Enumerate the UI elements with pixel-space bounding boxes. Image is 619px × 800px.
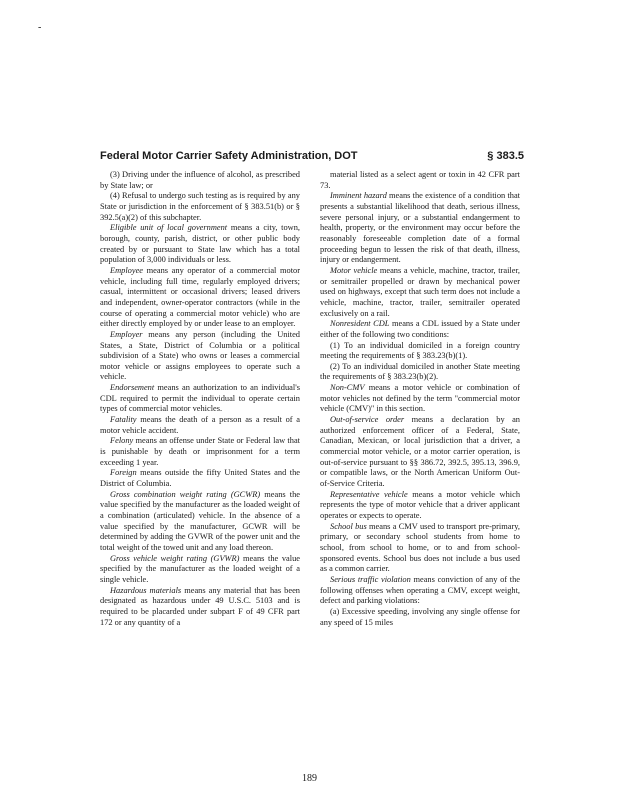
paragraph-text: (1) To an individual domiciled in a foreign country meeting the requirements of § 383.23(b)(1).	[320, 340, 520, 361]
paragraph-text: means any operator of a commercial motor vehicle, including full time, regularly employed drivers; casual, intermittent or occasional drivers; leased drivers and independent, owner-operator contractors (while in the course of operating a commercial motor vehicle) who are either directly employed by or under lease to an employer.	[100, 265, 300, 329]
paragraph	[100, 468, 300, 489]
paragraph	[100, 415, 300, 436]
paragraph	[100, 436, 300, 468]
paragraph-text: means an authorization to an individual's CDL required to permit the individual to operate certain types of commercial motor vehicles.	[100, 383, 300, 414]
paragraph-text: means an offense under State or Federal law that is punishable by death or imprisonment for a term exceeding 1 year.	[100, 436, 300, 467]
paragraph-text: means the value specified by the manufacturer as the loaded weight of a single vehicle.	[100, 553, 300, 584]
defined-term: Nonresident CDL	[330, 319, 390, 329]
paragraph-text: means a declaration by an authorized enforcement officer of a Federal, State, Canadian, Mexican, or local jurisdiction that a driver, a commercial motor vehicle, or a motor carrier operation, is out-of-service pursuant to §§ 386.72, 392.5, 395.13, 396.9, or compatible laws, or the North American Uniform Out-of-Service Criteria.	[320, 415, 520, 489]
paragraph-text: means the value specified by the manufacturer as the loaded weight of a combination (articulated) vehicle. In the absence of a value specified by the manufacturer, GCWR will be determined by adding the GVWR of the power unit and the total weight of the towed unit and any load thereon.	[100, 489, 300, 552]
defined-term: Out-of-service order	[330, 415, 405, 425]
paragraph-text: means a vehicle, machine, tractor, trailer, or semitrailer propelled or drawn by mechanical power used on highways, except that such term does not include a vehicle, machine, tractor, trailer, semitrailer operated exclusively on a rail.	[320, 265, 520, 318]
paragraph-text: (2) To an individual domiciled in another State meeting the requirements of § 383.23(b)(2).	[320, 361, 520, 382]
paragraph-text: means a CMV used to transport pre-primary, primary, or secondary school students from home to school, from school to home, or to and from school-sponsored events. School bus does not include a bus used as a common carrier.	[320, 521, 520, 574]
paragraph-text: means any material that has been designated as hazardous under 49 U.S.C. 5103 and is required to be placarded under subpart F of 49 CFR part 172 or any quantity of a	[100, 585, 300, 627]
paragraph-text: (3) Driving under the influence of alcohol, as prescribed by State law; or	[100, 170, 300, 190]
defined-term: Motor vehicle	[330, 265, 378, 275]
paragraph	[100, 330, 300, 383]
defined-term: Employer	[110, 329, 143, 339]
paragraph-text: means the death of a person as a result of a motor vehicle accident.	[100, 415, 300, 435]
defined-term: Representative vehicle	[330, 489, 408, 499]
paragraph-text: means a motor vehicle or combination of motor vehicles not defined by the term "commercial motor vehicle (CMV)" in this section.	[320, 383, 520, 414]
defined-term: Fatality	[110, 415, 137, 425]
paragraph	[320, 362, 520, 383]
paragraph-text: means a CDL issued by a State under either of the following two conditions:	[320, 319, 520, 339]
header-agency-title: Federal Motor Carrier Safety Administration, DOT	[100, 150, 358, 162]
paragraph-text: means outside the fifty United States and the District of Columbia.	[100, 468, 300, 489]
paragraph-text: means the existence of a condition that presents a substantial likelihood that death, serious illness, severe personal injury, or a substantial endangerment to health, property, or the environment may occur before the reasonably foreseeable completion date of a formal proceeding begun to lessen the risk of that death, illness, injury or endangerment.	[320, 191, 520, 265]
running-header	[100, 150, 524, 164]
paragraph	[320, 266, 520, 319]
paragraph	[320, 522, 520, 575]
paragraph-text: means a city, town, borough, county, parish, district, or other public body created by or pursuant to State law which has a total population of 3,000 individuals or less.	[100, 223, 300, 265]
paragraph	[100, 266, 300, 330]
paragraph	[100, 223, 300, 266]
paragraph	[100, 586, 300, 629]
paragraph	[320, 383, 520, 415]
paragraph	[100, 170, 300, 191]
paragraph	[320, 341, 520, 362]
paragraph	[100, 554, 300, 586]
paragraph	[320, 191, 520, 266]
paragraph	[320, 575, 520, 607]
defined-term: Gross vehicle weight rating (GVWR)	[110, 553, 240, 563]
paragraph	[320, 170, 520, 191]
header-section-number: § 383.5	[487, 150, 524, 162]
paragraph-text: (a) Excessive speeding, involving any single offense for any speed of 15 miles	[320, 606, 520, 627]
paragraph-text: means any person (including the United States, a State, District of Columbia or a political subdivision of a State) who owns or leases a commercial motor vehicle or assigns employees to operate such a vehicle.	[100, 329, 300, 382]
paragraph	[100, 191, 300, 223]
paragraph	[320, 607, 520, 628]
defined-term: Gross combination weight rating (GCWR)	[110, 489, 261, 499]
defined-term: Employee	[110, 265, 144, 275]
defined-term: School bus	[330, 521, 367, 531]
paragraph-text: means conviction of any of the following offenses when operating a CMV, except weight, defect and parking violations:	[320, 574, 520, 606]
paragraph-text: material listed as a select agent or toxin in 42 CFR part 73.	[320, 170, 520, 190]
left-text-column	[100, 170, 300, 762]
defined-term: Hazardous materials	[110, 585, 182, 595]
paragraph-text: (4) Refusal to undergo such testing as is required by any State or jurisdiction in the enforcement of § 383.51(b) or § 392.5(a)(2) of this subchapter.	[100, 191, 300, 222]
defined-term: Endorsement	[110, 383, 155, 393]
paragraph	[320, 415, 520, 490]
paragraph	[100, 383, 300, 415]
defined-term: Foreign	[110, 468, 137, 478]
defined-term: Eligible unit of local government	[110, 223, 228, 233]
defined-term: Felony	[110, 436, 134, 446]
paragraph	[100, 490, 300, 554]
defined-term: Imminent hazard	[330, 191, 387, 201]
corner-mark: ‑	[38, 22, 42, 33]
right-text-column	[320, 170, 520, 762]
paragraph	[320, 490, 520, 522]
paragraph	[320, 319, 520, 340]
defined-term: Serious traffic violation	[330, 574, 411, 584]
page-number: 189	[302, 773, 317, 784]
paragraph-text: means a motor vehicle which represents the type of motor vehicle that a driver applicant operates or expects to operate.	[320, 489, 520, 520]
defined-term: Non-CMV	[330, 383, 365, 393]
